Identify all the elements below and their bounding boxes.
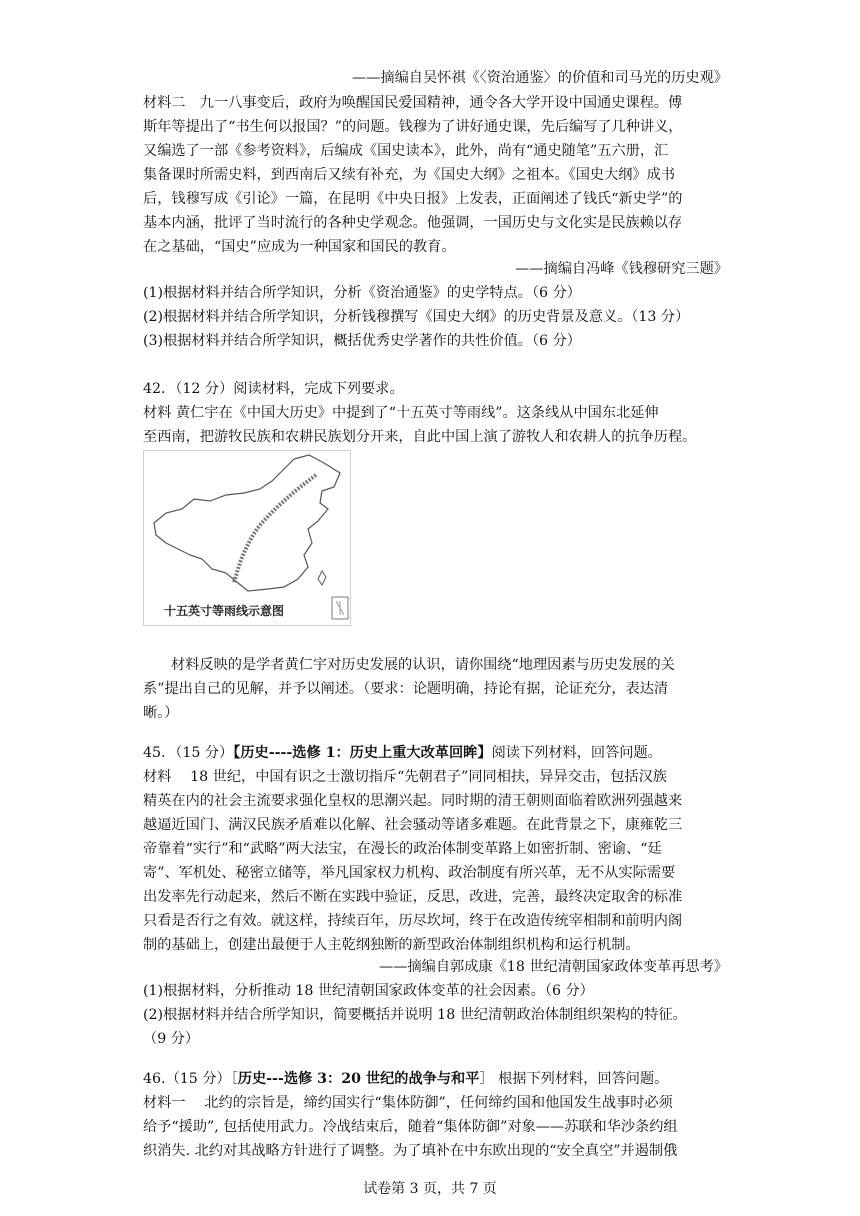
q42-material-line: 至西南，把游牧民族和农耕民族划分开来，自此中国上演了游牧人和农耕人的抗争历程。 xyxy=(143,429,697,445)
q45-question: （9 分） xyxy=(143,1031,200,1047)
q45-material-line: 帝靠着“实行”和“武略”两大法宝，在漫长的政治体制变革路上如密折制、密谕、“廷 xyxy=(143,841,662,857)
q42-title: 42．（12 分）阅读材料，完成下列要求。 xyxy=(143,381,404,397)
material2-line: 材料二 九一八事变后，政府为唤醒国民爱国精神，通令各大学开设中国通史课程。傅 xyxy=(143,95,683,111)
q42-task-line: 系”提出自己的见解，并予以阐述。（要求：论题明确，持论有据，论证充分，表达清 xyxy=(143,681,669,697)
q46-material-line: 给予“援助”, 包括使用武力。冷战结束后，随着“集体防御”对象——苏联和华沙条约组 xyxy=(143,1119,678,1135)
q45-material-line: 寄”、军机处、秘密立储等，举凡国家权力机构、政治制度有所兴革，无不从实际需要 xyxy=(143,865,676,881)
q46-material-line: 材料一 北约的宗旨是，缔约国实行“集体防御”，任何缔约国和他国发生战事时必须 xyxy=(143,1095,673,1111)
rainfall-line-map xyxy=(143,450,351,626)
q46-title xyxy=(143,1067,728,1091)
q45-title-prefix: 45．（15 分） xyxy=(143,745,234,761)
q45-title-bold: 【历史----选修 1：历史上重大改革回眸】 xyxy=(233,745,492,761)
china-map-outline xyxy=(144,451,350,625)
map-caption: 十五英寸等雨线示意图 xyxy=(164,604,285,618)
q45-material-line: 只看是否行之有效。就这样，持续百年，历尽坎坷，终于在改造传统宰相制和前明内阁 xyxy=(143,913,683,929)
material1-source: ——摘编自吴怀祺《〈资治通鉴〉的价值和司马光的历史观》 xyxy=(352,70,728,86)
q45-question: (1)根据材料，分析推动 18 世纪清朝国家政体变革的社会因素。（6 分） xyxy=(143,983,594,999)
page-footer: 试卷第 3 页，共 7 页 xyxy=(363,1181,497,1197)
q46-title-suffix: ］ 根据下列材料，回答问题。 xyxy=(479,1071,669,1087)
q45-material-line: 精英在内的社会主流要求强化皇权的思潮兴起。同时期的清王朝则面临着欧洲列强越来 xyxy=(143,793,683,809)
material2-line: 又编选了一部《参考资料》，后编成《国史读本》，此外，尚有“通史随笔”五六册，汇 xyxy=(143,143,669,159)
q45-title xyxy=(143,741,728,765)
q45-source: ——摘编自郭成康《18 世纪清朝国家政体变革再思考》 xyxy=(379,959,728,975)
q45-material-line: 制的基础上，创建出最便于人主乾纲独断的新型政治体制组织机构和运行机制。 xyxy=(143,937,640,953)
q45-title-suffix: 阅读下列材料，回答问题。 xyxy=(491,745,662,761)
rainfall-line xyxy=(234,475,316,583)
q45-question: (2)根据材料并结合所学知识，简要概括并说明 18 世纪清朝政治体制组织架构的特征。 xyxy=(143,1007,687,1023)
q42-material-line: 材料 黄仁宇在《中国大历史》中提到了“十五英寸等雨线”。这条线从中国东北延伸 xyxy=(143,405,659,421)
q45-material-line: 材料 18 世纪，中国有识之士激切指斥“先朝君子”同同相扶，异异交击，包括汉族 xyxy=(143,769,667,785)
q42-task-line: 晰。） xyxy=(143,705,179,721)
q45-material-line: 越逼近国门、满汉民族矛盾难以化解、社会骚动等诸多难题。在此背景之下，康雍乾三 xyxy=(143,817,683,833)
material2-source: ——摘编自冯峰《钱穆研究三题》 xyxy=(515,261,728,277)
q46-material-line: 织消失. 北约对其战略方针进行了调整。为了填补在中东欧出现的“安全真空”并遏制俄 xyxy=(143,1143,678,1159)
q42-task-line: 材料反映的是学者黄仁宇对历史发展的认识，请你围绕“地理因素与历史发展的关 xyxy=(171,657,675,673)
material2-line: 斯年等提出了“书生何以报国？”的问题。钱穆为了讲好通史课，先后编写了几种讲义， xyxy=(143,119,683,135)
q41-question: (3)根据材料并结合所学知识，概括优秀史学著作的共性价值。（6 分） xyxy=(143,333,581,349)
material2-line: 基本内涵，批评了当时流行的各种史学观念。他强调，一国历史与文化实是民族赖以存 xyxy=(143,215,683,231)
material2-line: 集备课时所需史料，到西南后又续有补充，为《国史大纲》之祖本。《国史大纲》成书 xyxy=(143,167,676,183)
material2-line: 后，钱穆写成《引论》一篇，在昆明《中央日报》上发表，正面阐述了钱氏“新史学”的 xyxy=(143,191,683,207)
q41-question: (2)根据材料并结合所学知识，分析钱穆撰写《国史大纲》的历史背景及意义。（13 分） xyxy=(143,309,690,325)
q41-question: (1)根据材料并结合所学知识，分析《资治通鉴》的史学特点。（6 分） xyxy=(143,285,581,301)
material2-line: 在之基础，“国史”应成为一种国家和国民的教育。 xyxy=(143,239,456,255)
q46-title-prefix: 46.（15 分）［ xyxy=(143,1071,238,1087)
q46-title-bold: 历史---选修 3：20 世纪的战争与和平 xyxy=(237,1071,480,1087)
q45-material-line: 出发率先行动起来，然后不断在实践中验证，反思，改进，完善，最终决定取舍的标准 xyxy=(143,889,683,905)
